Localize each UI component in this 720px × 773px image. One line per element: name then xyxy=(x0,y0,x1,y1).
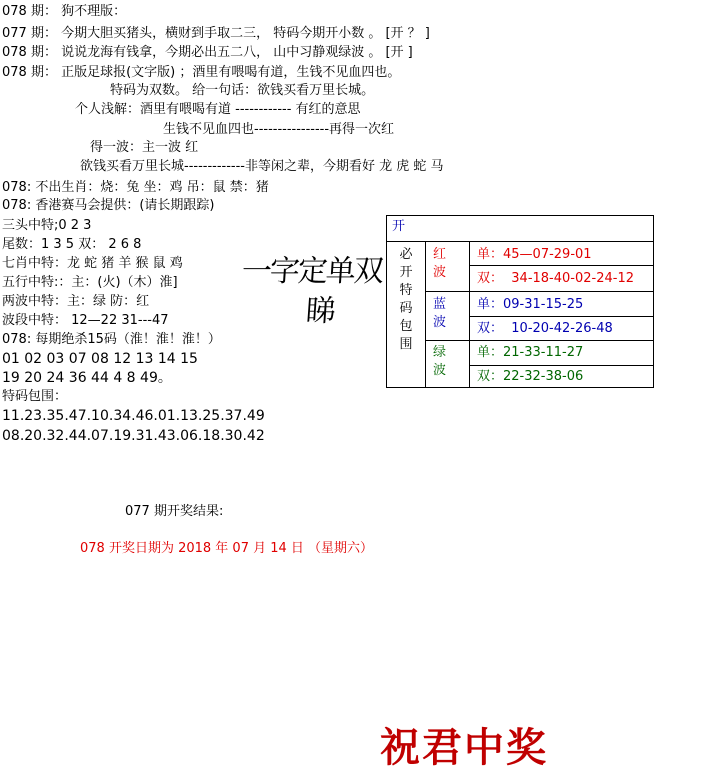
table-header: 开 xyxy=(392,219,406,234)
draw-date: 078 开奖日期为 2018 年 07 月 14 日 （星期六） xyxy=(80,541,374,556)
green-wave-label: 绿 波 xyxy=(433,345,447,378)
text-line-surround-1: 11.23.35.47.10.34.46.01.13.25.37.49 xyxy=(2,408,265,424)
text-line-kill-numbers: 078: 每期绝杀15码（淮！淮！淮！） xyxy=(2,332,221,347)
blessing-text: 祝君中奖 xyxy=(380,724,548,771)
text-line-personal-note: 个人浅解：酒里有喂喝有道 ------------ 有红的意思 xyxy=(75,102,361,117)
text-line-three-heads: 三头中特;0 2 3 xyxy=(2,218,92,233)
text-line-wave: 得一波：主一波 红 xyxy=(90,140,199,155)
side-label: 必 开 特 码 包 围 xyxy=(399,247,413,352)
text-line-special-surround: 特码包围： xyxy=(2,389,68,404)
text-line-numbers-2: 19 20 24 36 44 4 8 49。 xyxy=(2,370,172,386)
text-line-football-news: 078 期： 正版足球报(文字版) ；酒里有喂喝有道，生钱不见血四也。 xyxy=(2,65,401,80)
text-line-two-waves: 两波中特：主：绿 防：红 xyxy=(2,294,150,309)
blue-double-row: 双： 10-20-42-26-48 xyxy=(477,321,613,336)
handwritten-note-2: 睇 xyxy=(304,294,335,329)
text-line-078-hint: 078 期： 说说龙海有钱拿，今期必出五二八， 山中习静观绿波 。 [开 ] xyxy=(2,45,413,60)
red-wave-label: 红 波 xyxy=(433,247,447,280)
red-double-row: 双： 34-18-40-02-24-12 xyxy=(477,271,634,286)
text-line-special-even: 特码为双数。 给一句话：欲钱买看万里长城。 xyxy=(110,83,375,98)
text-line-five-elements: 五行中特:：主：(火)（木）淮] xyxy=(2,275,178,290)
text-line-great-wall: 欲钱买看万里长城-------------非等闲之辈，今期看好 龙 虎 蛇 马 xyxy=(80,159,444,174)
text-line-tails: 尾数：1 3 5 双： 2 6 8 xyxy=(2,237,142,252)
blue-single-row: 单：09-31-15-25 xyxy=(477,297,584,312)
text-line-issue: 078 期： 狗不理版： xyxy=(2,4,127,19)
text-line-jockey-club: 078: 香港赛马会提供：(请长期跟踪) xyxy=(2,198,215,213)
blue-wave-label: 蓝 波 xyxy=(433,297,447,330)
red-single-row: 单：45—07-29-01 xyxy=(477,247,592,262)
results-label: 077 期开奖结果: xyxy=(125,504,224,519)
text-line-zodiac-out: 078: 不出生肖：烧：兔 坐：鸡 吊：鼠 禁：猪 xyxy=(2,180,269,195)
text-line-077-hint: 077 期： 今期大胆买猪头，横财到手取二三， 特码今期开小数 。 [开 ？ ] xyxy=(2,26,430,41)
special-number-table xyxy=(386,215,654,388)
handwritten-note: 一字定单双 xyxy=(240,254,383,289)
text-line-numbers-1: 01 02 03 07 08 12 13 14 15 xyxy=(2,351,198,367)
green-double-row: 双：22-32-38-06 xyxy=(477,369,584,384)
text-line-surround-2: 08.20.32.44.07.19.31.43.06.18.30.42 xyxy=(2,428,265,444)
text-line-personal-note-2: 生钱不见血四也----------------再得一次红 xyxy=(163,122,395,137)
text-line-wave-range: 波段中特： 12—22 31---47 xyxy=(2,313,169,328)
green-single-row: 单：21-33-11-27 xyxy=(477,345,584,360)
text-line-seven-zodiacs: 七肖中特：龙 蛇 猪 羊 猴 鼠 鸡 xyxy=(2,256,183,271)
